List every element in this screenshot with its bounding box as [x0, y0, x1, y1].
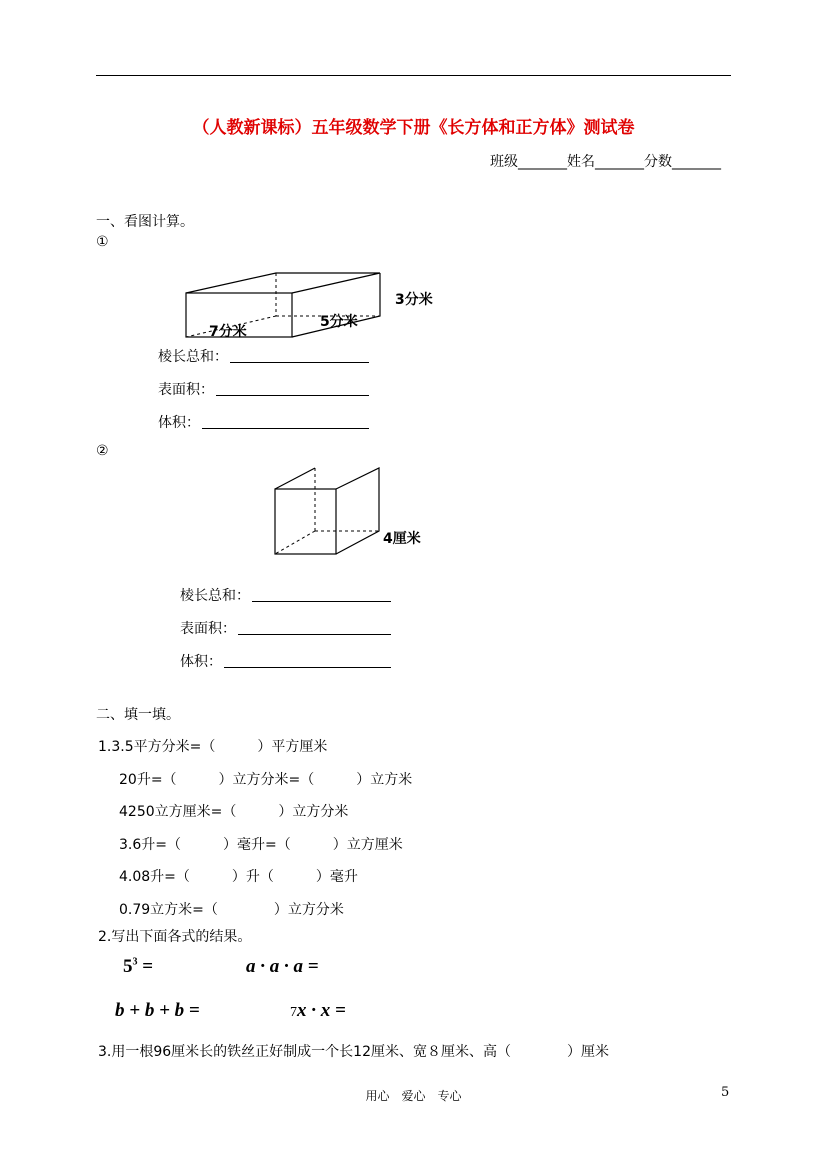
q1-line-5: 4.08升=（ ）升（ ）毫升 — [119, 869, 358, 885]
item1-volume-blank[interactable] — [202, 428, 369, 429]
expr-7x-coef: 7 — [290, 1005, 297, 1020]
cuboid-figure — [170, 262, 450, 344]
item1-surface-label: 表面积： — [158, 382, 214, 398]
expr-7x-rest: x · x = — [297, 1000, 346, 1021]
item2-volume-label: 体积： — [180, 654, 222, 670]
item2-surface-label: 表面积： — [180, 621, 236, 637]
q1-line-1: 1.3.5平方分米=（ ）平方厘米 — [98, 739, 328, 755]
item2-marker: ② — [96, 443, 109, 459]
edge-label: 4厘米 — [383, 531, 421, 547]
header-rule — [96, 75, 731, 76]
height-label: 3分米 — [395, 292, 433, 308]
page-title: （人教新课标）五年级数学下册《长方体和正方体》测试卷 — [192, 118, 635, 138]
q1-line-3: 4250立方厘米=（ ）立方分米 — [119, 804, 349, 820]
cube-front-face — [275, 489, 336, 554]
expr-power-exp: 3 — [132, 956, 138, 968]
cube-right-face — [336, 468, 379, 554]
expr-power — [123, 956, 153, 978]
expr-a-product: a · a · a = — [246, 956, 319, 977]
item2-edge-sum-blank[interactable] — [252, 601, 391, 602]
item2-edge-sum-label: 棱长总和： — [180, 588, 250, 604]
length-label: 7分米 — [209, 324, 247, 340]
item2-volume-blank[interactable] — [224, 667, 391, 668]
q2-prompt: 2.写出下面各式的结果。 — [98, 929, 252, 945]
cuboid-top-face — [186, 273, 380, 293]
cube-figure — [264, 460, 444, 560]
expr-power-base: 5 — [123, 956, 133, 977]
item1-volume-label: 体积： — [158, 415, 200, 431]
item1-edge-sum-label: 棱长总和： — [158, 349, 228, 365]
footer-motto: 用心 爱心 专心 — [365, 1089, 462, 1103]
expr-7x-product — [290, 1000, 346, 1022]
cube-top-left-edge — [275, 468, 315, 489]
expr-b-sum: b + b + b = — [115, 1000, 200, 1021]
q3-text: 3.用一根96厘米长的铁丝正好制成一个长12厘米、宽８厘米、高（ ）厘米 — [98, 1044, 609, 1060]
item1-surface-blank[interactable] — [216, 395, 369, 396]
q1-line-6: 0.79立方米=（ ）立方分米 — [119, 902, 344, 918]
section2-heading: 二、填一填。 — [96, 707, 180, 723]
section1-heading: 一、看图计算。 — [96, 214, 194, 230]
item1-edge-sum-blank[interactable] — [230, 362, 369, 363]
width-label: 5分米 — [320, 314, 358, 330]
student-info-line: 班级_______姓名_______分数_______ — [490, 154, 721, 170]
item2-surface-blank[interactable] — [238, 634, 391, 635]
q1-line-2: 20升=（ ）立方分米=（ ）立方米 — [119, 772, 413, 788]
page-number: 5 — [721, 1085, 730, 1100]
expr-power-rest: = — [137, 956, 154, 977]
q1-line-4: 3.6升=（ ）毫升=（ ）立方厘米 — [119, 837, 403, 853]
item1-marker: ① — [96, 234, 109, 250]
